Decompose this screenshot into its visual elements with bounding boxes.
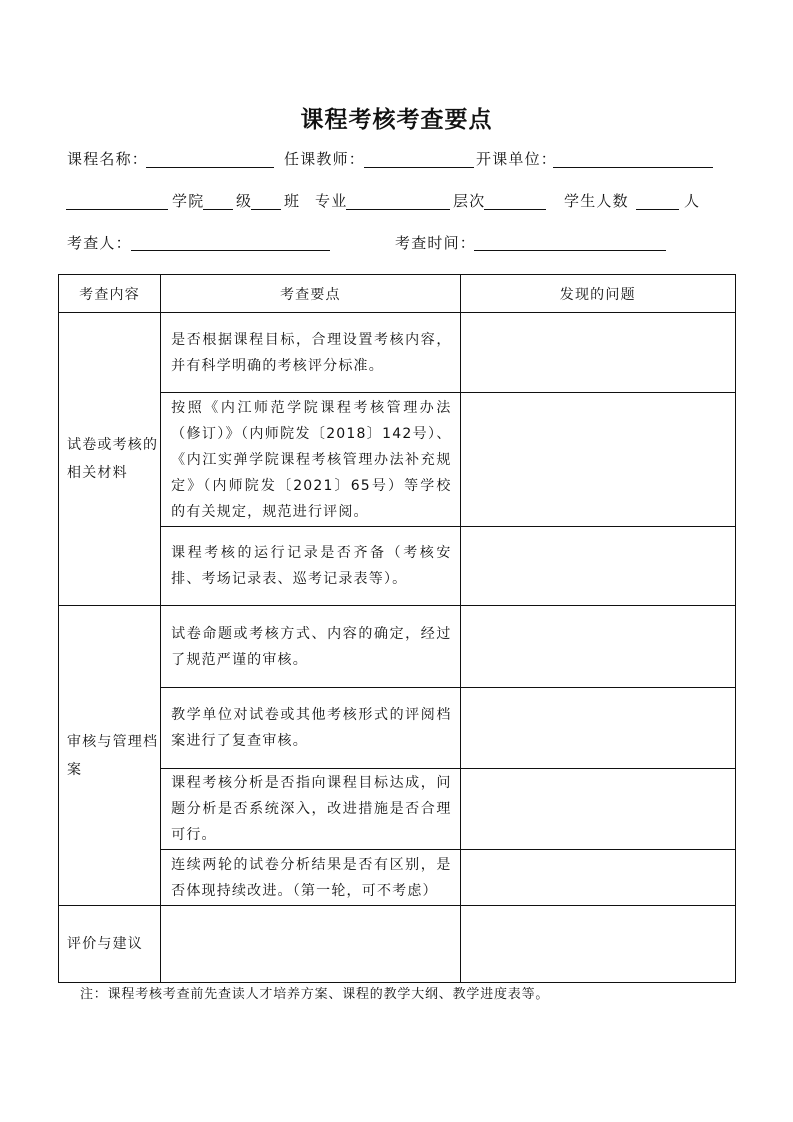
point-cell: 课程考核的运行记录是否齐备（考核安排、考场记录表、巡考记录表等）。 [161, 527, 460, 606]
point-cell: 教学单位对试卷或其他考核形式的评阅档案进行了复查审核。 [161, 688, 460, 769]
inspector-label: 考查人： [67, 234, 132, 252]
point-cell: 是否根据课程目标，合理设置考核内容，并有科学明确的考核评分标准。 [161, 313, 460, 393]
problem-cell[interactable] [460, 769, 735, 850]
level-field[interactable] [484, 209, 546, 210]
column-header-problems: 发现的问题 [460, 275, 735, 313]
teacher-field[interactable] [364, 167, 474, 168]
class-field[interactable] [251, 209, 281, 210]
evaluation-problem-cell[interactable] [460, 906, 735, 983]
grade-field[interactable] [203, 209, 233, 210]
person-unit-label: 人 [684, 192, 701, 210]
evaluation-cell[interactable] [161, 906, 460, 983]
class-label: 班 [284, 192, 301, 210]
table-header-row [59, 275, 736, 313]
time-label: 考查时间： [395, 234, 477, 252]
course-name-field[interactable] [146, 167, 274, 168]
table-row [59, 688, 736, 769]
category-cell-materials: 试卷或考核的相关材料 [59, 313, 161, 606]
footnote: 注：课程考核考查前先查读人才培养方案、课程的教学大纲、教学进度表等。 [80, 987, 550, 1002]
page-title: 课程考核考查要点 [300, 107, 493, 133]
level-label: 层次 [453, 192, 486, 210]
table-row [59, 527, 736, 606]
table-row [59, 769, 736, 850]
problem-cell[interactable] [460, 393, 735, 527]
course-name-label: 课程名称： [67, 150, 149, 168]
point-cell: 试卷命题或考核方式、内容的确定，经过了规范严谨的审核。 [161, 606, 460, 688]
inspector-field[interactable] [131, 250, 330, 251]
column-header-content: 考查内容 [59, 275, 161, 313]
college-label: 学院 [172, 192, 205, 210]
unit-label: 开课单位： [476, 150, 558, 168]
table-row [59, 313, 736, 393]
unit-field[interactable] [553, 167, 713, 168]
problem-cell[interactable] [460, 688, 735, 769]
column-header-points: 考查要点 [161, 275, 460, 313]
teacher-label: 任课教师： [284, 150, 366, 168]
problem-cell[interactable] [460, 527, 735, 606]
students-field[interactable] [636, 209, 679, 210]
college-field[interactable] [66, 209, 168, 210]
inspection-table [58, 274, 736, 983]
point-cell: 连续两轮的试卷分析结果是否有区别，是否体现持续改进。（第一轮，可不考虑） [161, 850, 460, 906]
table-row [59, 393, 736, 527]
major-label: 专业 [315, 192, 348, 210]
category-cell-review: 审核与管理档案 [59, 606, 161, 906]
table-row [59, 850, 736, 906]
major-field[interactable] [346, 209, 450, 210]
table-row [59, 906, 736, 983]
table-row [59, 606, 736, 688]
students-label: 学生人数 [564, 192, 629, 210]
point-cell: 课程考核分析是否指向课程目标达成，问题分析是否系统深入，改进措施是否合理可行。 [161, 769, 460, 850]
evaluation-label-cell: 评价与建议 [59, 906, 161, 983]
problem-cell[interactable] [460, 313, 735, 393]
problem-cell[interactable] [460, 606, 735, 688]
time-field[interactable] [474, 250, 666, 251]
problem-cell[interactable] [460, 850, 735, 906]
point-cell: 按照《内江师范学院课程考核管理办法（修订）》（内师院发〔2018〕142号）、《内江实弹学院课程考核管理办法补充规定》（内师院发〔2021〕65号）等学校的有关规定，规范进行评阅。 [161, 393, 460, 527]
grade-label: 级 [236, 192, 253, 210]
